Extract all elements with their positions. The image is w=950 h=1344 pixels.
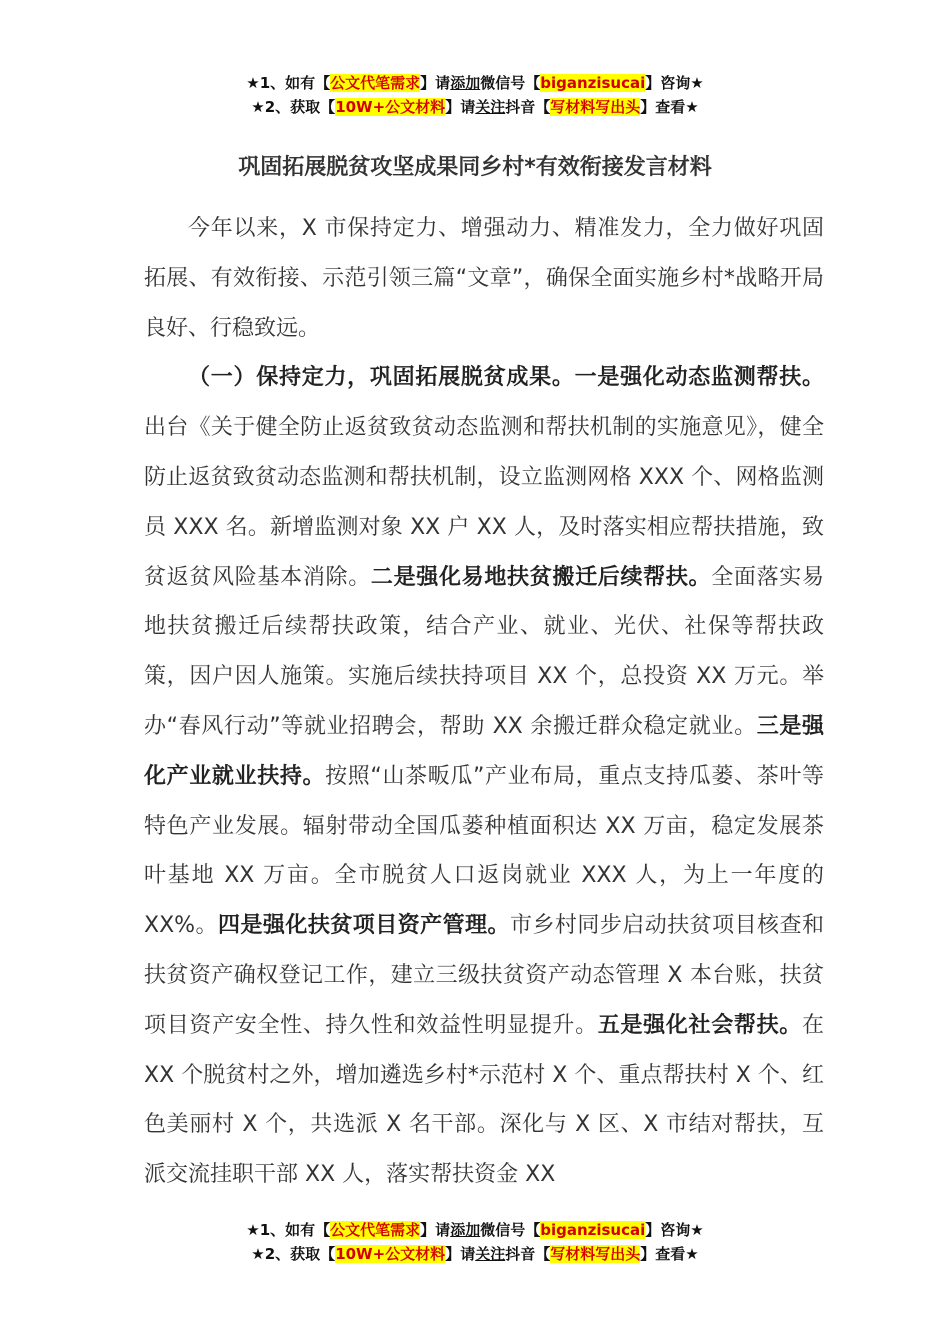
paragraph-text: 全面落实易地扶贫搬迁后续帮扶政策，结合产业、就业、光伏、社保等帮扶政策，因户因人施策。实施后续扶持项目 XX 个，总投资 XX 万元。举办“春风行动”等就业招聘会，帮助 XX 余搬迁群众稳定就业。 bbox=[144, 564, 824, 739]
promo-text: 】请 bbox=[445, 1245, 476, 1263]
paragraph-text: 市乡村同步启动扶贫项目核查和扶贫资产确权登记工作，建立三级扶贫资产动态管理 X 本台账，扶贫项目资产安全性、持久性和效益性明显提升。 bbox=[144, 913, 824, 1038]
subsection-heading: 二是强化易地扶贫搬迁后续帮扶。 bbox=[370, 564, 712, 590]
promo-text: 】请 bbox=[445, 98, 476, 116]
promo-banner-bottom bbox=[0, 1218, 950, 1266]
promo-text: ★2、获取【 bbox=[251, 98, 336, 116]
subsection-heading: 三是强化产业就业扶持。 bbox=[144, 713, 824, 789]
promo-text: ★2、获取【 bbox=[251, 1245, 336, 1263]
paragraph-text: 出台《关于健全防止返贫致贫动态监测和帮扶机制的实施意见》，健全防止返贫致贫动态监测和帮扶机制，设立监测网格 XXX 个、网格监测员 XXX 名。新增监测对象 XX 户 XX 人，及时落实相应帮扶措施，致贫返贫风险基本消除。 bbox=[144, 415, 824, 590]
paragraph-section-1 bbox=[144, 353, 824, 1200]
promo-text: 】咨询★ bbox=[645, 1221, 704, 1239]
document-title: 巩固拓展脱贫攻坚成果同乡村*有效衔接发言材料 bbox=[238, 155, 712, 180]
subsection-heading: 四是强化扶贫项目资产管理。 bbox=[217, 913, 510, 939]
promo-highlight: 写材料写出头 bbox=[550, 1245, 641, 1263]
promo-highlight: 公文代笔需求 bbox=[330, 1221, 421, 1239]
promo-line-1 bbox=[0, 71, 950, 95]
promo-text: 】查看★ bbox=[640, 1245, 699, 1263]
promo-text: ★1、如有【 bbox=[246, 74, 331, 92]
document-body bbox=[144, 204, 824, 1200]
paragraph-intro: 今年以来，X 市保持定力、增强动力、精准发力，全力做好巩固拓展、有效衔接、示范引领三篇“文章”，确保全面实施乡村*战略开局良好、行稳致远。 bbox=[144, 216, 824, 341]
promo-text: 抖音【 bbox=[505, 1245, 551, 1263]
promo-text: 】查看★ bbox=[640, 98, 699, 116]
promo-highlight: biganzisucai bbox=[540, 74, 646, 92]
promo-banner-top bbox=[0, 71, 950, 119]
promo-highlight: biganzisucai bbox=[540, 1221, 646, 1239]
promo-highlight: 写材料写出头 bbox=[550, 98, 641, 116]
promo-highlight: 10W+公文材料 bbox=[335, 1245, 446, 1263]
promo-text: 微信号【 bbox=[480, 74, 541, 92]
promo-line-2 bbox=[0, 95, 950, 119]
promo-highlight: 10W+公文材料 bbox=[335, 98, 446, 116]
promo-text: ★1、如有【 bbox=[246, 1221, 331, 1239]
promo-text: 】请 bbox=[420, 74, 451, 92]
promo-highlight: 公文代笔需求 bbox=[330, 74, 421, 92]
promo-line-1 bbox=[0, 1218, 950, 1242]
promo-underline: 关注 bbox=[475, 98, 506, 116]
subsection-heading: 五是强化社会帮扶。 bbox=[597, 1012, 802, 1038]
paragraph-text: 按照“山茶畈瓜”产业布局，重点支持瓜蒌、茶叶等特色产业发展。辐射带动全国瓜蒌种植面积达 XX 万亩，稳定发展茶叶基地 XX 万亩。全市脱贫人口返岗就业 XXX 人，为上一年度的 XX%。 bbox=[144, 763, 824, 939]
promo-line-2 bbox=[0, 1242, 950, 1266]
promo-underline: 添加 bbox=[450, 1221, 481, 1239]
promo-text: 抖音【 bbox=[505, 98, 551, 116]
promo-text: 】咨询★ bbox=[645, 74, 704, 92]
promo-text: 微信号【 bbox=[480, 1221, 541, 1239]
paragraph-text: 在 XX 个脱贫村之外，增加遴选乡村*示范村 X 个、重点帮扶村 X 个、红色美丽村 X 个，共选派 X 名干部。深化与 X 区、X 市结对帮扶，互派交流挂职干部 XX 人，落实帮扶资金 XX bbox=[144, 1012, 824, 1188]
promo-text: 】请 bbox=[420, 1221, 451, 1239]
promo-underline: 添加 bbox=[450, 74, 481, 92]
promo-underline: 关注 bbox=[475, 1245, 506, 1263]
section-heading: （一）保持定力，巩固拓展脱贫成果。一是强化动态监测帮扶。 bbox=[188, 365, 824, 391]
